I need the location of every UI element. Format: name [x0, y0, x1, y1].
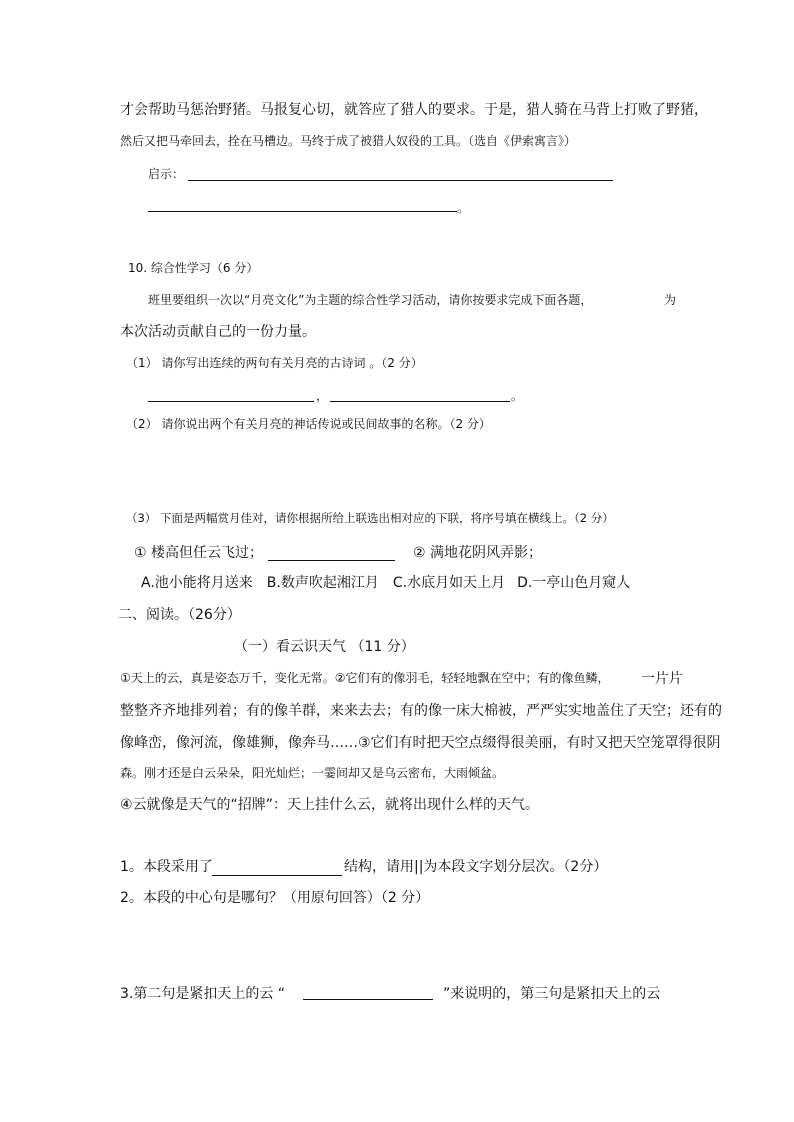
question-1-post: 结构，请用||为本段文字划分层次。（2分） — [344, 859, 608, 875]
q10-sub1: （1） 请你写出连续的两句有关月亮的古诗词 。（2 分） — [126, 356, 423, 370]
q10-sub3: （3） 下面是两幅赏月佳对，请你根据所给上联选出相对应的下联，将序号填在横线上。（2 分） — [126, 511, 614, 525]
question-1-pre: 1。本段采用了 — [120, 859, 213, 875]
fable-line-1: 才会帮助马惩治野猪。马报复心切，就答应了猎人的要求。于是，猎人骑在马背上打败了野猪， — [120, 102, 708, 118]
question-2: 2。本段的中心句是哪句？（用原句回答）（2 分） — [120, 890, 430, 906]
option-c: C.水底月如天上月 — [392, 575, 506, 591]
couplet-options — [141, 576, 644, 590]
hint-answer-line-1[interactable] — [188, 180, 613, 181]
poem-answer-line-1[interactable] — [148, 401, 314, 402]
couplet-answer-line[interactable] — [268, 560, 395, 561]
option-b: B.数声吹起湘江月 — [266, 575, 379, 591]
cloud-answer-line[interactable] — [303, 999, 433, 1000]
q10-intro-2: 本次活动贡献自己的一份力量。 — [120, 324, 316, 340]
passage-line-5: ④云就像是天气的“招牌”：天上挂什么云，就将出现什么样的天气。 — [120, 797, 540, 813]
poem-answer-line-2[interactable] — [330, 401, 510, 402]
passage-line-3: 像峰峦，像河流，像雄狮，像奔马……③它们有时把天空点缀得很美丽，有时又把天空笼罩得很阴 — [120, 735, 721, 751]
passage-line-1-tail: 一片片 — [641, 671, 683, 687]
passage-line-1: ①天上的云，真是姿态万千，变化无常。②它们有的像羽毛，轻轻地飘在空中；有的像鱼鳞， — [120, 671, 610, 685]
poem-end-mark: 。 — [511, 389, 524, 403]
q10-title: 10. 综合性学习（6 分） — [128, 261, 259, 275]
hint-end-mark: 。 — [457, 201, 470, 215]
hint-label: 启示： — [148, 167, 185, 181]
option-d: D.一亭山色月窥人 — [517, 575, 631, 591]
section-heading: 二、阅读。（26分） — [118, 607, 241, 623]
couplet-2: ② 满地花阴风弄影； — [413, 545, 543, 561]
passage-line-4: 森。刚才还是白云朵朵，阳光灿烂；一霎间却又是乌云密布，大雨倾盆。 — [120, 766, 505, 780]
couplet-1: ① 楼高但任云飞过； — [134, 545, 264, 561]
q10-intro-1: 班里要组织一次以“月亮文化”为主题的综合性学习活动，请你按要求完成下面各题， — [148, 293, 593, 307]
hint-answer-line-2[interactable] — [148, 211, 457, 212]
passage-subtitle: （一）看云识天气 （11 分） — [234, 639, 415, 655]
question-3-pre: 3.第二句是紧扣天上的云 “ — [120, 986, 286, 1002]
question-3-post: ”来说明的，第三句是紧扣天上的云 — [443, 986, 661, 1002]
q10-intro-1-tail: 为 — [664, 293, 677, 307]
option-a: A.池小能将月送来 — [141, 575, 253, 591]
poem-comma: ， — [316, 389, 329, 403]
q10-sub2: （2） 请你说出两个有关月亮的神话传说或民间故事的名称。（2 分） — [126, 417, 491, 431]
passage-line-2: 整整齐齐地排列着；有的像羊群，来来去去；有的像一床大棉被，严严实实地盖住了天空；还有的 — [120, 703, 722, 719]
structure-answer-line[interactable] — [212, 875, 342, 876]
fable-line-2: 然后又把马牵回去，拴在马槽边。马终于成了被猎人奴役的工具。（选自《伊索寓言》） — [120, 134, 577, 148]
